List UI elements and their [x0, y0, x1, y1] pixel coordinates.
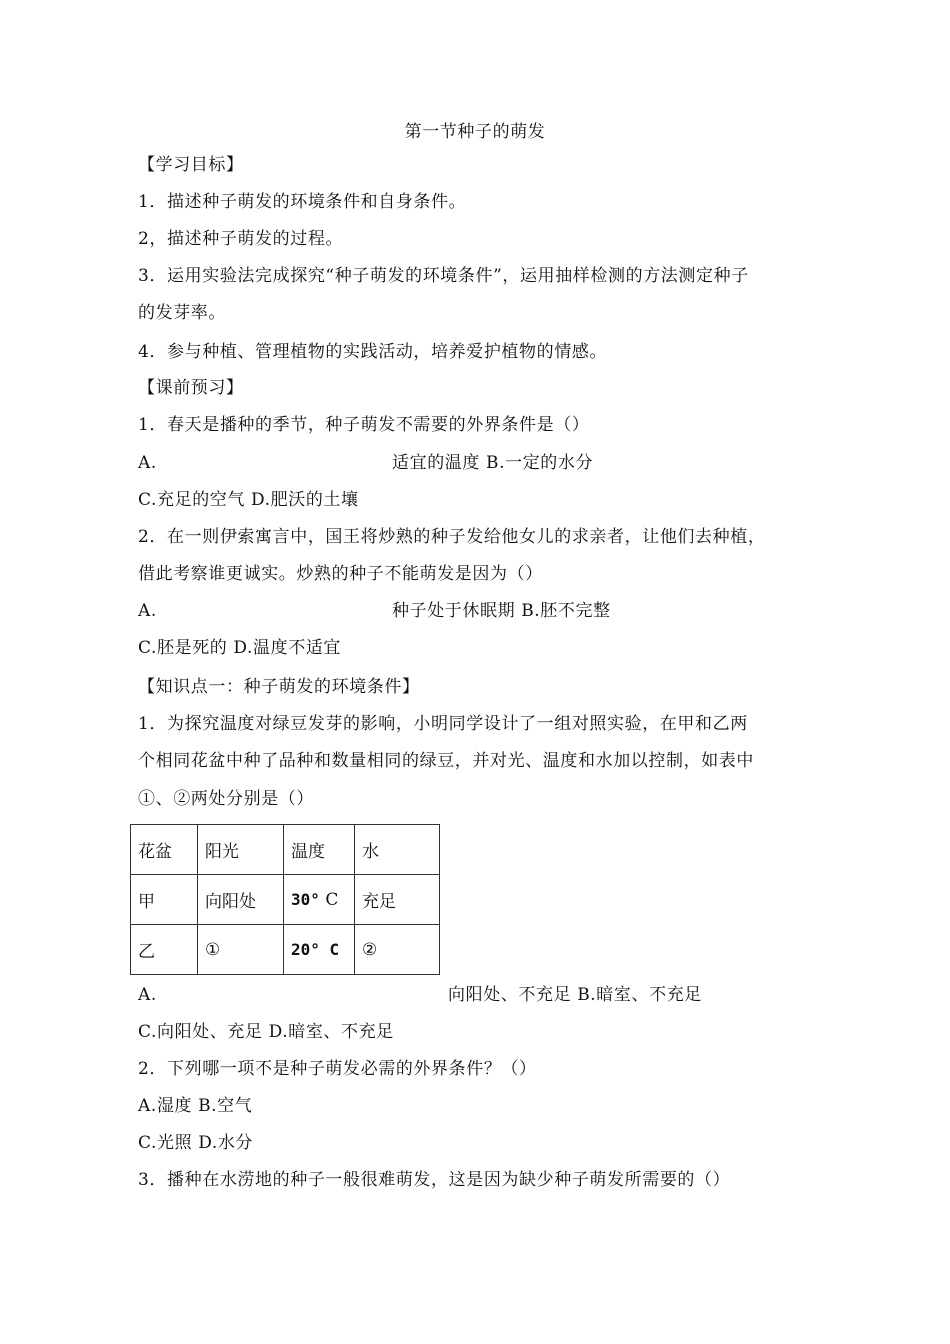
table-cell: ① — [198, 925, 284, 975]
table-cell: 甲 — [131, 875, 198, 925]
options-ab: A.湿度 B.空气 — [138, 1096, 253, 1116]
table-cell: 乙 — [131, 925, 198, 975]
options-cd: C.胚是死的 D.温度不适宜 — [138, 638, 342, 658]
table-cell: 充足 — [355, 875, 440, 925]
question-stem: 1．为探究温度对绿豆发芽的影响，小明同学设计了一组对照实验，在甲和乙两 — [138, 714, 748, 734]
option-a-label: A. — [138, 985, 157, 1005]
table-header-row — [131, 825, 440, 875]
question-stem: 1．春天是播种的季节，种子萌发不需要的外界条件是（） — [138, 415, 590, 435]
objective-item: 3．运用实验法完成探究“种子萌发的环境条件”，运用抽样检测的方法测定种子 — [138, 266, 749, 286]
question-stem-continued: 借此考察谁更诚实。炒熟的种子不能萌发是因为（） — [138, 564, 543, 584]
options-cd: C.光照 D.水分 — [138, 1133, 254, 1153]
question-stem-continued: 个相同花盆中种了品种和数量相同的绿豆，并对光、温度和水加以控制，如表中 — [138, 751, 754, 771]
question-stem: 3．播种在水涝地的种子一般很难萌发，这是因为缺少种子萌发所需要的（） — [138, 1170, 731, 1190]
table-row — [131, 925, 440, 975]
option-a-label: A. — [138, 453, 157, 473]
table-header: 温度 — [284, 825, 355, 875]
table-header: 水 — [355, 825, 440, 875]
question-stem: 2．下列哪一项不是种子萌发必需的外界条件？（） — [138, 1059, 537, 1079]
table-cell: 向阳处 — [198, 875, 284, 925]
objective-item: 1．描述种子萌发的环境条件和自身条件。 — [138, 192, 467, 212]
options-ab: 种子处于休眠期 B.胚不完整 — [392, 601, 611, 621]
options-cd: C.向阳处、充足 D.暗室、不充足 — [138, 1022, 394, 1042]
table-header: 阳光 — [198, 825, 284, 875]
objective-item: 4．参与种植、管理植物的实践活动，培养爱护植物的情感。 — [138, 342, 608, 362]
options-ab: 适宜的温度 B.一定的水分 — [392, 453, 594, 473]
options-ab: 向阳处、不充足 B.暗室、不充足 — [448, 985, 702, 1005]
table-row — [131, 875, 440, 925]
table-cell — [284, 925, 355, 975]
page-title: 第一节种子的萌发 — [404, 122, 546, 142]
option-a-label: A. — [138, 601, 157, 621]
temperature-value: 20° C — [291, 939, 340, 959]
table-cell: ② — [355, 925, 440, 975]
section-heading-preview: 【课前预习】 — [138, 378, 244, 398]
section-heading-knowledge: 【知识点一：种子萌发的环境条件】 — [138, 677, 420, 697]
section-heading-objectives: 【学习目标】 — [138, 155, 244, 175]
question-stem: 2．在一则伊索寓言中，国王将炒熟的种子发给他女儿的求亲者，让他们去种植， — [138, 527, 766, 547]
question-stem-continued: ①、②两处分别是（） — [138, 789, 314, 809]
options-cd: C.充足的空气 D.肥沃的土壤 — [138, 490, 359, 510]
temperature-value: 30° — [291, 889, 320, 909]
table-cell — [284, 875, 355, 925]
objective-item: 2，描述种子萌发的过程。 — [138, 229, 344, 249]
table-header: 花盆 — [131, 825, 198, 875]
experiment-table — [130, 824, 440, 975]
temperature-unit: C — [325, 889, 339, 910]
objective-item-continued: 的发芽率。 — [138, 303, 226, 323]
